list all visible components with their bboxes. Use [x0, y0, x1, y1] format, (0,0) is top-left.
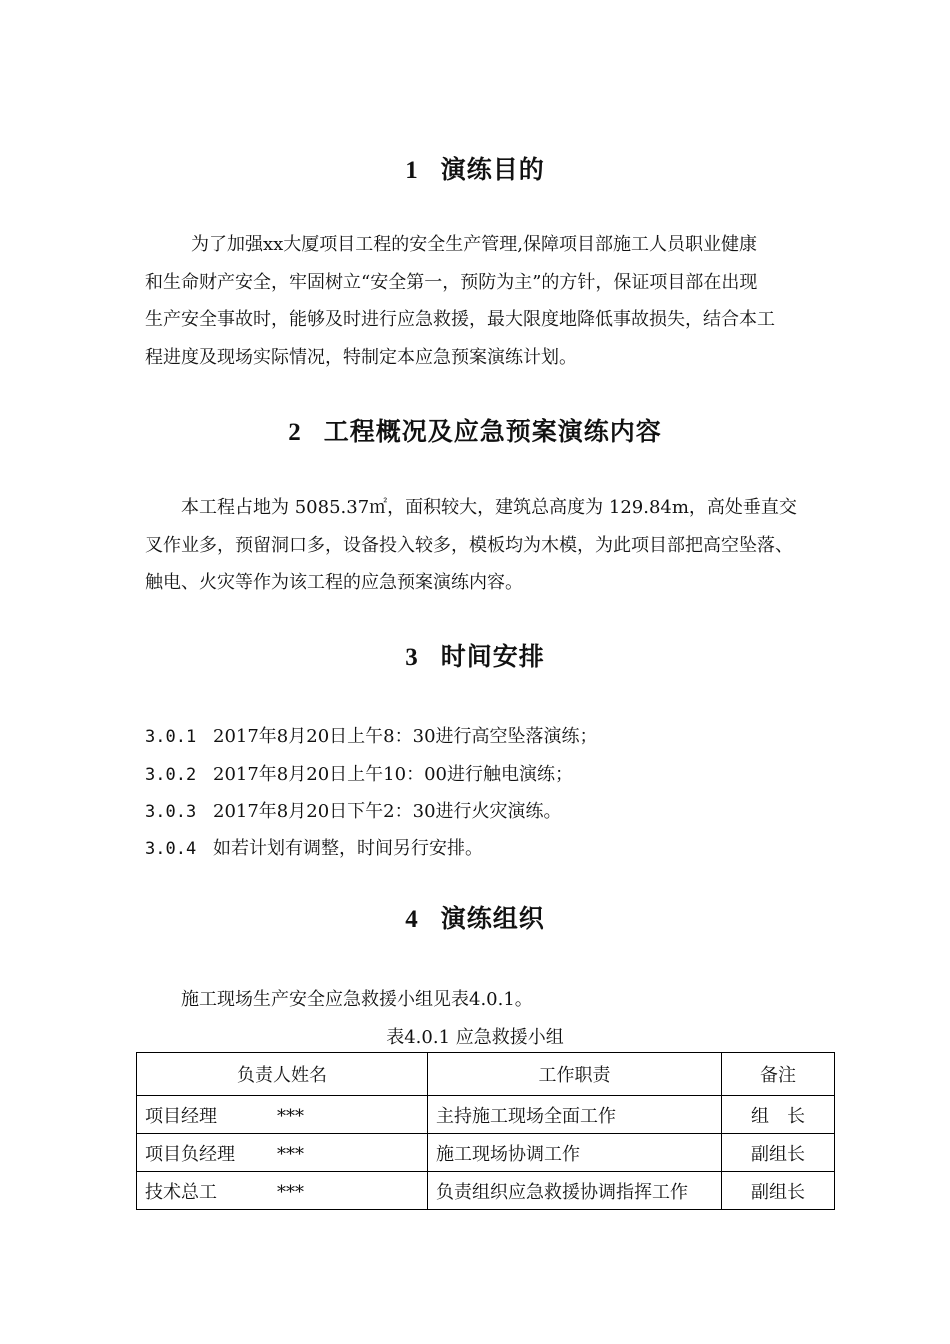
org-intro: 施工现场生产安全应急救援小组见表4.0.1。 — [181, 989, 533, 1010]
paragraph-line: 和生命财产安全，牢固树立“安全第一，预防为主”的方针，保证项目部在出现 — [145, 271, 758, 293]
schedule-index: 3.0.2 — [145, 765, 197, 785]
schedule-text: 2017年8月20日下午2：30进行火灾演练。 — [213, 801, 562, 822]
note-cell: 副组长 — [722, 1172, 835, 1210]
schedule-text: 2017年8月20日上午10：00进行触电演练； — [213, 764, 573, 785]
paragraph-line: 叉作业多，预留洞口多，设备投入较多，模板均为木模，为此项目部把高空坠落、 — [145, 534, 793, 556]
schedule-index: 3.0.4 — [145, 839, 197, 859]
role: 项目经理 — [145, 1105, 217, 1127]
section-number: 3 — [405, 644, 419, 671]
overview-paragraph — [145, 489, 810, 602]
header-duty: 工作职责 — [428, 1053, 722, 1096]
paragraph-line: 本工程占地为 5085.37㎡，面积较大，建筑总高度为 129.84m，高处垂直交 — [181, 497, 797, 518]
schedule-index: 3.0.3 — [145, 802, 197, 822]
table-header-row — [137, 1053, 835, 1096]
person-name: *** — [277, 1105, 304, 1127]
section-number: 1 — [405, 157, 419, 184]
schedule-index: 3.0.1 — [145, 727, 197, 747]
schedule-item — [145, 797, 562, 823]
role: 项目负经理 — [145, 1143, 235, 1165]
role: 技术总工 — [145, 1181, 217, 1203]
section-title: 工程概况及应急预案演练内容 — [323, 417, 662, 446]
section-title: 演练目的 — [440, 155, 545, 184]
table-row — [137, 1134, 835, 1172]
person-cell — [137, 1134, 428, 1172]
note-cell: 组 长 — [722, 1096, 835, 1134]
schedule-text: 2017年8月20日上午8：30进行高空坠落演练； — [213, 726, 598, 747]
section-4-heading — [0, 899, 950, 935]
schedule-text: 如若计划有调整，时间另行安排。 — [213, 838, 483, 859]
schedule-item — [145, 834, 483, 860]
paragraph-line: 生产安全事故时，能够及时进行应急救援，最大限度地降低事故损失，结合本工 — [145, 309, 775, 330]
table-caption: 表4.0.1 应急救援小组 — [386, 1027, 564, 1048]
duty-cell: 负责组织应急救援协调指挥工作 — [428, 1172, 722, 1210]
paragraph-line: 触电、火灾等作为该工程的应急预案演练内容。 — [145, 572, 523, 593]
header-note: 备注 — [722, 1053, 835, 1096]
paragraph-line: 程进度及现场实际情况，特制定本应急预案演练计划。 — [145, 346, 577, 368]
person-name: *** — [277, 1181, 304, 1203]
header-name: 负责人姓名 — [137, 1053, 428, 1096]
note-cell: 副组长 — [722, 1134, 835, 1172]
person-name: *** — [277, 1143, 304, 1165]
table-row — [137, 1096, 835, 1134]
section-number: 2 — [288, 419, 302, 446]
person-cell — [137, 1096, 428, 1134]
section-title: 时间安排 — [440, 642, 545, 671]
section-title: 演练组织 — [440, 904, 545, 933]
emergency-team-table — [136, 1052, 835, 1210]
table-row — [137, 1172, 835, 1210]
duty-cell: 主持施工现场全面工作 — [428, 1096, 722, 1134]
duty-cell: 施工现场协调工作 — [428, 1134, 722, 1172]
paragraph-line: 为了加强xx大厦项目工程的安全生产管理,保障项目部施工人员职业健康 — [191, 234, 758, 255]
person-cell — [137, 1172, 428, 1210]
section-number: 4 — [405, 906, 419, 933]
schedule-item — [145, 722, 598, 748]
purpose-paragraph — [145, 226, 810, 376]
section-2-heading — [0, 412, 950, 448]
schedule-item — [145, 760, 573, 786]
section-1-heading — [0, 150, 950, 186]
section-3-heading — [0, 637, 950, 673]
